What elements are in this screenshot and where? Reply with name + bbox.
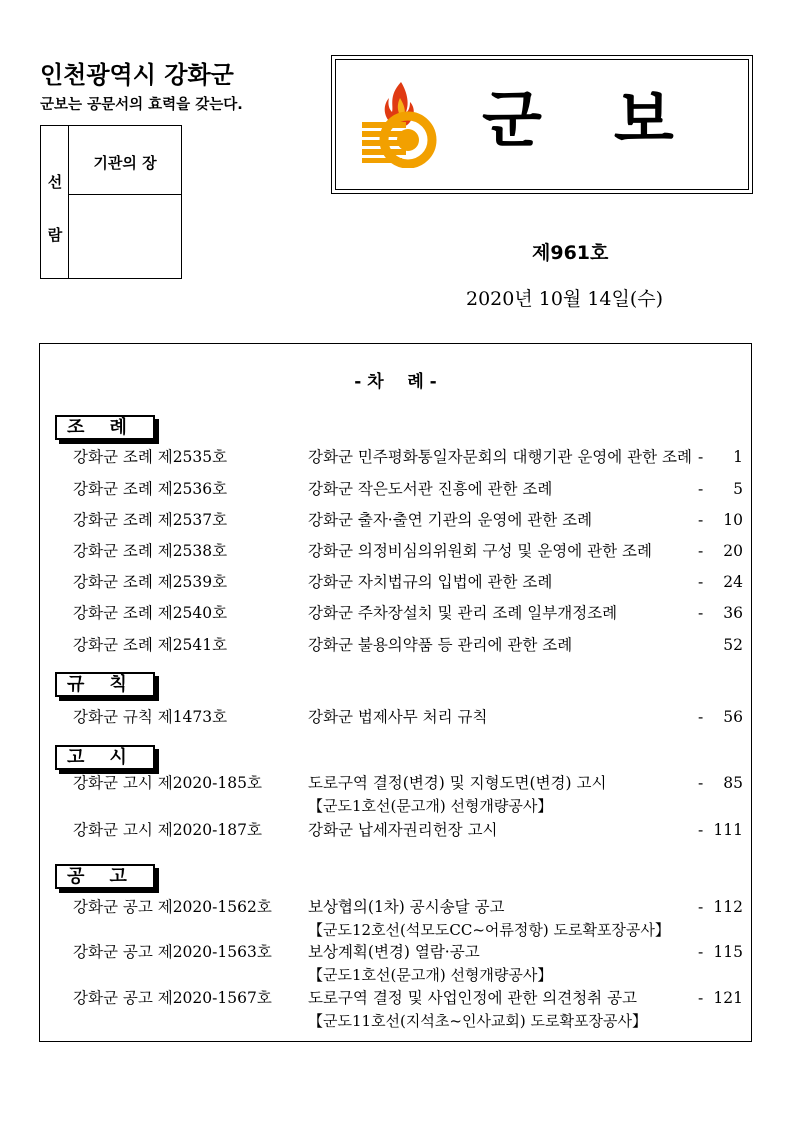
- toc-row-dash: -: [698, 573, 704, 591]
- toc-row-page: 5: [733, 480, 743, 498]
- toc-row-number: 강화군 고시 제2020-187호: [73, 821, 262, 839]
- toc-title: - 차 례 -: [354, 372, 437, 392]
- toc-row-dash: -: [698, 774, 704, 792]
- toc-row-page: 115: [713, 943, 743, 961]
- toc-row-dash: -: [698, 898, 704, 916]
- toc-row-number: 강화군 조례 제2539호: [73, 573, 228, 591]
- title-box: [331, 55, 753, 194]
- toc-row-page: 36: [723, 604, 743, 622]
- circulation-table: [40, 125, 182, 279]
- toc-row-page: 121: [713, 989, 743, 1007]
- toc-row[interactable]: [40, 478, 751, 500]
- circulation-label-column: [41, 126, 69, 278]
- toc-row[interactable]: [40, 896, 751, 918]
- toc-row-number: 강화군 조례 제2536호: [73, 480, 228, 498]
- toc-row-title: 보상계획(변경) 열람·공고: [308, 943, 480, 961]
- toc-row[interactable]: [40, 941, 751, 963]
- section-label-announcement: 공 고: [55, 864, 155, 889]
- toc-row[interactable]: [40, 571, 751, 593]
- toc-row-page: 112: [713, 898, 743, 916]
- toc-row-dash: -: [698, 511, 704, 529]
- toc-row-page: 111: [713, 821, 743, 839]
- toc-row[interactable]: [40, 706, 751, 728]
- toc-row-page: 24: [723, 573, 743, 591]
- toc-row-subtitle: 【군도12호선(석모도CC~어류정항) 도로확포장공사】: [308, 921, 670, 939]
- toc-row-dash: -: [698, 821, 704, 839]
- toc-row-page: 10: [723, 511, 743, 529]
- toc-row-page: 56: [723, 708, 743, 726]
- toc-row-page: 52: [723, 636, 743, 654]
- toc-row-dash: -: [698, 480, 704, 498]
- circulation-divider: [69, 194, 181, 195]
- table-of-contents: [39, 343, 752, 1042]
- toc-row-title: 강화군 출자·출연 기관의 운영에 관한 조례: [308, 511, 593, 529]
- toc-row-number: 강화군 규칙 제1473호: [73, 708, 228, 726]
- toc-row[interactable]: [40, 540, 751, 562]
- toc-row-page: 85: [723, 774, 743, 792]
- toc-row-title: 강화군 민주평화통일자문회의 대행기관 운영에 관한 조례: [308, 448, 692, 466]
- circulation-label-2: 람: [47, 226, 63, 244]
- toc-row-title: 도로구역 결정(변경) 및 지형도면(변경) 고시: [308, 774, 607, 792]
- org-title: 인천광역시 강화군: [40, 61, 234, 89]
- toc-row-title: 강화군 불용의약품 등 관리에 관한 조례: [308, 636, 573, 654]
- toc-row-dash: -: [698, 542, 704, 560]
- toc-row-subtitle: 【군도1호선(문고개) 선형개량공사】: [308, 966, 553, 984]
- org-subtitle: 군보는 공문서의 효력을 갖는다.: [40, 97, 243, 113]
- toc-row[interactable]: [40, 987, 751, 1009]
- toc-row-page: 1: [733, 448, 743, 466]
- section-label-ordinance: 조 례: [55, 415, 155, 440]
- toc-row-dash: -: [698, 448, 704, 466]
- toc-row-title: 강화군 법제사무 처리 규칙: [308, 708, 488, 726]
- toc-row-dash: -: [698, 604, 704, 622]
- toc-row[interactable]: [40, 602, 751, 624]
- toc-row[interactable]: [40, 819, 751, 841]
- publication-title: 군보: [482, 83, 746, 156]
- toc-row[interactable]: [40, 634, 751, 656]
- toc-row-number: 강화군 공고 제2020-1563호: [73, 943, 272, 961]
- toc-row-title: 강화군 자치법규의 입법에 관한 조례: [308, 573, 553, 591]
- section-label-notice: 고 시: [55, 745, 155, 770]
- toc-row-number: 강화군 조례 제2540호: [73, 604, 228, 622]
- toc-row-title: 강화군 의정비심의위원회 구성 및 운영에 관한 조례: [308, 542, 652, 560]
- circulation-head: 기관의 장: [93, 154, 157, 172]
- issue-date: 2020년 10월 14일(수): [466, 288, 664, 310]
- section-label-rule: 규 칙: [55, 672, 155, 697]
- toc-row-subtitle: 【군도1호선(문고개) 선형개량공사】: [308, 797, 553, 815]
- toc-row-subtitle: 【군도11호선(지석초~인사교회) 도로확포장공사】: [308, 1012, 647, 1030]
- toc-row[interactable]: [40, 772, 751, 794]
- toc-row-title: 강화군 납세자권리헌장 고시: [308, 821, 498, 839]
- toc-row-dash: -: [698, 989, 704, 1007]
- circulation-label-1: 선: [47, 173, 63, 191]
- county-emblem-icon: [358, 78, 444, 168]
- toc-row-dash: -: [698, 708, 704, 726]
- toc-row-page: 20: [723, 542, 743, 560]
- toc-row-number: 강화군 조례 제2541호: [73, 636, 228, 654]
- toc-row-number: 강화군 조례 제2535호: [73, 448, 228, 466]
- toc-row-title: 보상협의(1차) 공시송달 공고: [308, 898, 505, 916]
- toc-row[interactable]: [40, 446, 751, 468]
- toc-row-dash: -: [698, 943, 704, 961]
- issue-number: 제961호: [532, 242, 609, 264]
- toc-row-number: 강화군 조례 제2537호: [73, 511, 228, 529]
- toc-row-title: 강화군 작은도서관 진흥에 관한 조례: [308, 480, 553, 498]
- toc-row-number: 강화군 공고 제2020-1567호: [73, 989, 272, 1007]
- toc-row[interactable]: [40, 509, 751, 531]
- toc-row-title: 도로구역 결정 및 사업인정에 관한 의견청취 공고: [308, 989, 638, 1007]
- toc-row-title: 강화군 주차장설치 및 관리 조례 일부개정조례: [308, 604, 618, 622]
- toc-row-number: 강화군 고시 제2020-185호: [73, 774, 262, 792]
- toc-row-number: 강화군 공고 제2020-1562호: [73, 898, 272, 916]
- toc-row-number: 강화군 조례 제2538호: [73, 542, 228, 560]
